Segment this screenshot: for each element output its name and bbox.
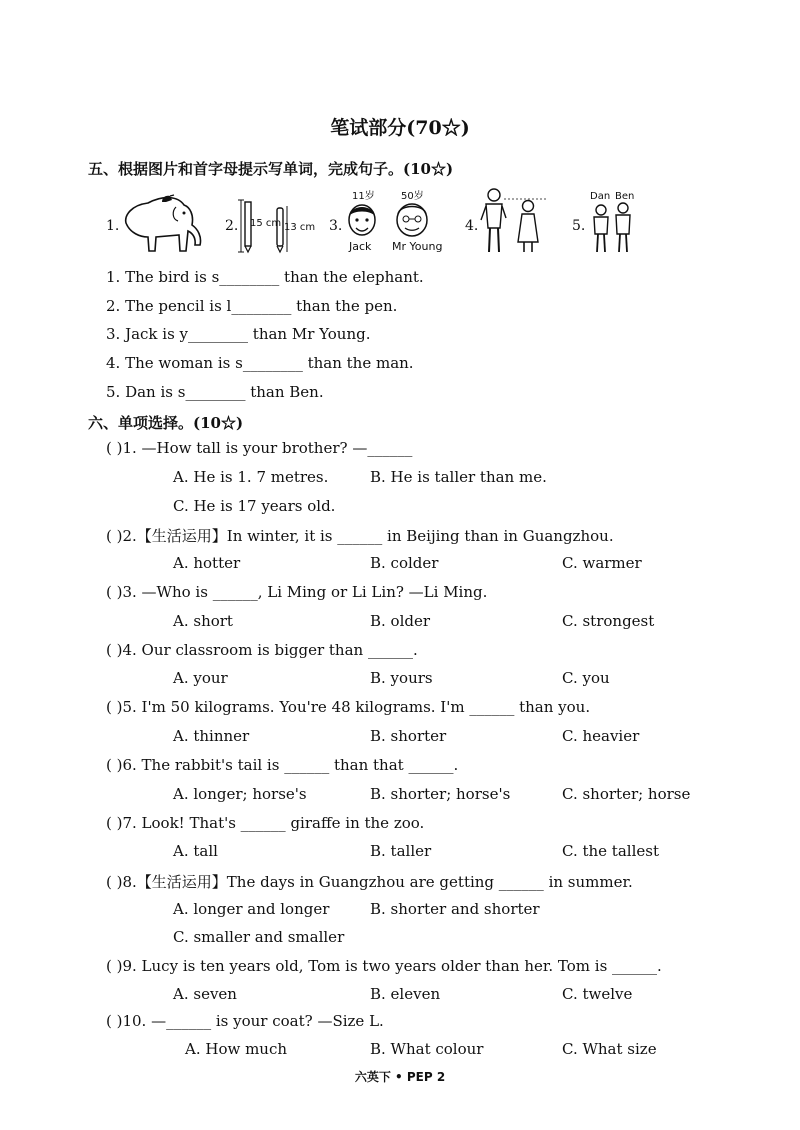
mr-young-name-label: Mr Young	[392, 240, 443, 253]
section-5-heading: 五、根据图片和首字母提示写单词，完成句子。(10☆)	[88, 160, 454, 178]
question-6-option-b[interactable]: B. shorter; horse's	[370, 785, 511, 803]
question-3-option-b[interactable]: B. older	[370, 612, 431, 630]
section-6-heading: 六、单项选择。(10☆)	[88, 414, 244, 432]
question-5-option-c[interactable]: C. heavier	[562, 727, 640, 745]
question-9-option-a[interactable]: A. seven	[173, 985, 237, 1003]
question-5-option-a[interactable]: A. thinner	[173, 727, 250, 745]
mr-young-face-icon	[392, 198, 432, 240]
question-5-option-b[interactable]: B. shorter	[370, 727, 447, 745]
figure-5-number: 5.	[572, 218, 586, 234]
ben-name-label: Ben	[615, 191, 635, 202]
question-7-stem: ( )7. Look! That's ______ giraffe in the zoo.	[106, 814, 425, 832]
question-10-option-a[interactable]: A. How much	[185, 1040, 288, 1058]
question-3-stem: ( )3. —Who is ______, Li Ming or Li Lin? —Li Ming.	[106, 583, 488, 601]
sentence-5: 5. Dan is s________ than Ben.	[106, 383, 324, 401]
jack-age-label: 11岁	[352, 191, 375, 202]
question-9-option-c[interactable]: C. twelve	[562, 985, 633, 1003]
question-4-option-a[interactable]: A. your	[173, 669, 228, 687]
mr-young-age-label: 50岁	[401, 191, 424, 202]
question-10-option-b[interactable]: B. What colour	[370, 1040, 484, 1058]
figure-4-number: 4.	[465, 218, 479, 234]
question-5-stem: ( )5. I'm 50 kilograms. You're 48 kilograms. I'm ______ than you.	[106, 698, 591, 716]
question-6-option-c[interactable]: C. shorter; horse	[562, 785, 691, 803]
question-10-option-c[interactable]: C. What size	[562, 1040, 657, 1058]
question-2-option-a[interactable]: A. hotter	[173, 554, 241, 572]
page-title: 笔试部分(70☆)	[330, 117, 470, 139]
page-footer: 六英下 • PEP 2	[354, 1070, 446, 1084]
jack-name-label: Jack	[349, 240, 372, 253]
question-1-option-b[interactable]: B. He is taller than me.	[370, 468, 547, 486]
question-7-option-a[interactable]: A. tall	[173, 842, 218, 860]
figure-1-number: 1.	[106, 218, 120, 234]
question-3-option-c[interactable]: C. strongest	[562, 612, 655, 630]
question-3-option-a[interactable]: A. short	[173, 612, 233, 630]
sentence-4: 4. The woman is s________ than the man.	[106, 354, 414, 372]
question-9-option-b[interactable]: B. eleven	[370, 985, 441, 1003]
question-8-option-a[interactable]: A. longer and longer	[173, 900, 330, 918]
question-1-option-a[interactable]: A. He is 1. 7 metres.	[173, 468, 329, 486]
question-8-stem: ( )8.【生活运用】The days in Guangzhou are getting ______ in summer.	[106, 873, 633, 891]
dan-name-label: Dan	[590, 191, 611, 202]
question-4-stem: ( )4. Our classroom is bigger than ______.	[106, 641, 418, 659]
sentence-3: 3. Jack is y________ than Mr Young.	[106, 325, 371, 343]
question-6-stem: ( )6. The rabbit's tail is ______ than that ______.	[106, 756, 459, 774]
question-7-option-b[interactable]: B. taller	[370, 842, 432, 860]
question-8-option-b[interactable]: B. shorter and shorter	[370, 900, 540, 918]
dan-ben-picture	[588, 202, 636, 254]
question-2-option-b[interactable]: B. colder	[370, 554, 439, 572]
question-2-option-c[interactable]: C. warmer	[562, 554, 642, 572]
question-7-option-c[interactable]: C. the tallest	[562, 842, 659, 860]
question-6-option-a[interactable]: A. longer; horse's	[173, 785, 307, 803]
sentence-1: 1. The bird is s________ than the elephant.	[106, 268, 424, 286]
pencil-length-label: 15 cm	[250, 218, 282, 229]
question-4-option-b[interactable]: B. yours	[370, 669, 433, 687]
pen-length-label: 13 cm	[284, 222, 316, 233]
woman-man-picture	[478, 186, 550, 254]
question-10-stem: ( )10. —______ is your coat? —Size L.	[106, 1012, 384, 1030]
question-2-stem: ( )2.【生活运用】In winter, it is ______ in Beijing than in Guangzhou.	[106, 527, 614, 545]
question-9-stem: ( )9. Lucy is ten years old, Tom is two years older than her. Tom is ______.	[106, 957, 662, 975]
figure-2-number: 2.	[225, 218, 239, 234]
question-1-stem: ( )1. —How tall is your brother? —______	[106, 439, 413, 457]
sentence-2: 2. The pencil is l________ than the pen.	[106, 297, 398, 315]
question-8-option-c[interactable]: C. smaller and smaller	[173, 928, 345, 946]
jack-face-icon	[344, 200, 380, 240]
question-1-option-c[interactable]: C. He is 17 years old.	[173, 497, 336, 515]
figure-3-number: 3.	[329, 218, 343, 234]
elephant-bird-picture	[118, 193, 210, 253]
question-4-option-c[interactable]: C. you	[562, 669, 610, 687]
